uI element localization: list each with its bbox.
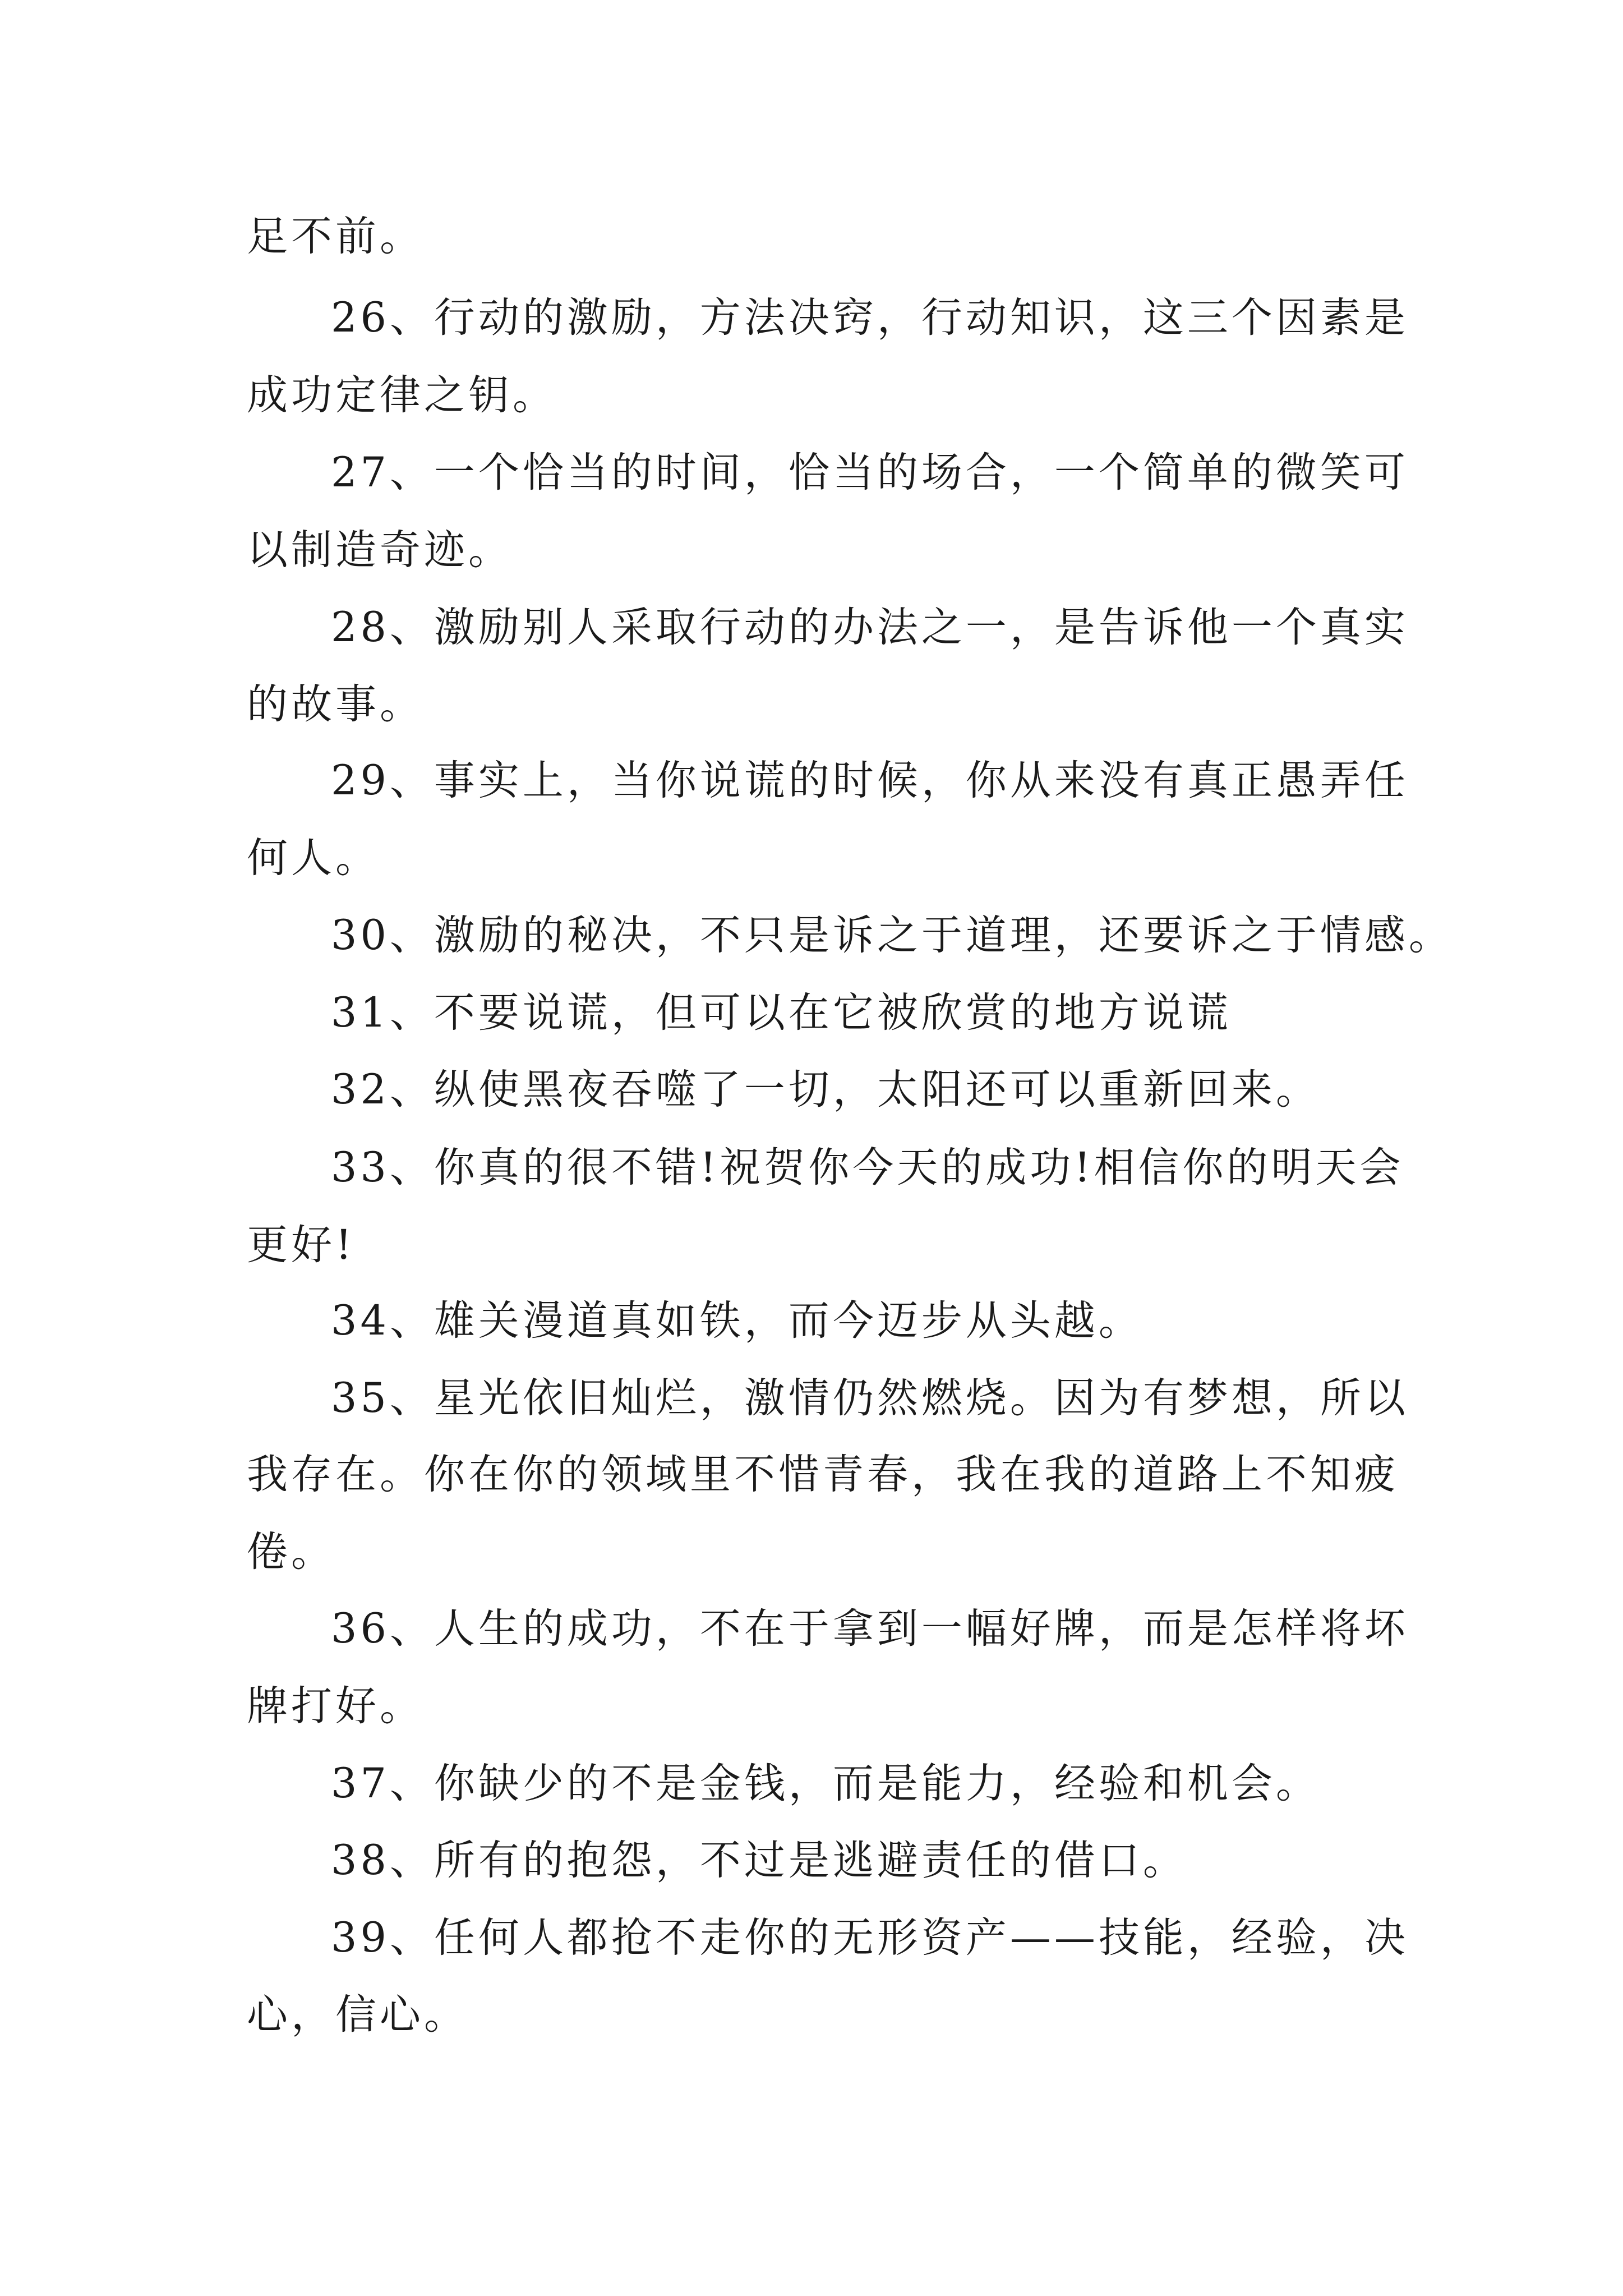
text-line-4: 27、一个恰当的时间，恰当的场合，一个简单的微笑可	[331, 449, 1409, 496]
text-line-13: 33、你真的很不错!祝贺你今天的成功!相信你的明天会	[331, 1144, 1404, 1191]
text-line-19: 36、人生的成功，不在于拿到一幅好牌，而是怎样将坏	[331, 1605, 1409, 1653]
text-line-20: 牌打好。	[247, 1682, 424, 1730]
text-line-10: 30、激励的秘决，不只是诉之于道理，还要诉之于情感。	[331, 912, 1453, 959]
text-line-11: 31、不要说谎，但可以在它被欣赏的地方说谎	[331, 989, 1232, 1037]
text-line-6: 28、激励别人采取行动的办法之一，是告诉他一个真实	[331, 604, 1409, 651]
text-line-7: 的故事。	[247, 680, 424, 728]
text-line-14: 更好!	[247, 1221, 356, 1269]
text-line-8: 29、事实上，当你说谎的时候，你从来没有真正愚弄任	[331, 757, 1409, 804]
text-line-3: 成功定律之钥。	[247, 371, 557, 419]
text-line-2: 26、行动的激励，方法决窍，行动知识，这三个因素是	[331, 294, 1409, 342]
text-line-1: 足不前。	[247, 213, 424, 260]
text-line-22: 38、所有的抱怨，不过是逃避责任的借口。	[331, 1837, 1187, 1884]
text-line-23: 39、任何人都抢不走你的无形资产——技能，经验，决	[331, 1914, 1409, 1962]
text-line-15: 34、雄关漫道真如铁，而今迈步从头越。	[331, 1297, 1143, 1345]
text-line-9: 何人。	[247, 834, 380, 882]
text-line-5: 以制造奇迹。	[247, 526, 513, 574]
text-line-12: 32、纵使黑夜吞噬了一切，太阳还可以重新回来。	[331, 1066, 1320, 1114]
text-line-17: 我存在。你在你的领域里不惜青春，我在我的道路上不知疲	[247, 1451, 1399, 1498]
text-line-24: 心，信心。	[247, 1991, 468, 2039]
text-line-21: 37、你缺少的不是金钱，而是能力，经验和机会。	[331, 1760, 1320, 1807]
text-line-16: 35、星光依旧灿烂，激情仍然燃烧。因为有梦想，所以	[331, 1374, 1409, 1422]
text-line-18: 倦。	[247, 1528, 335, 1576]
